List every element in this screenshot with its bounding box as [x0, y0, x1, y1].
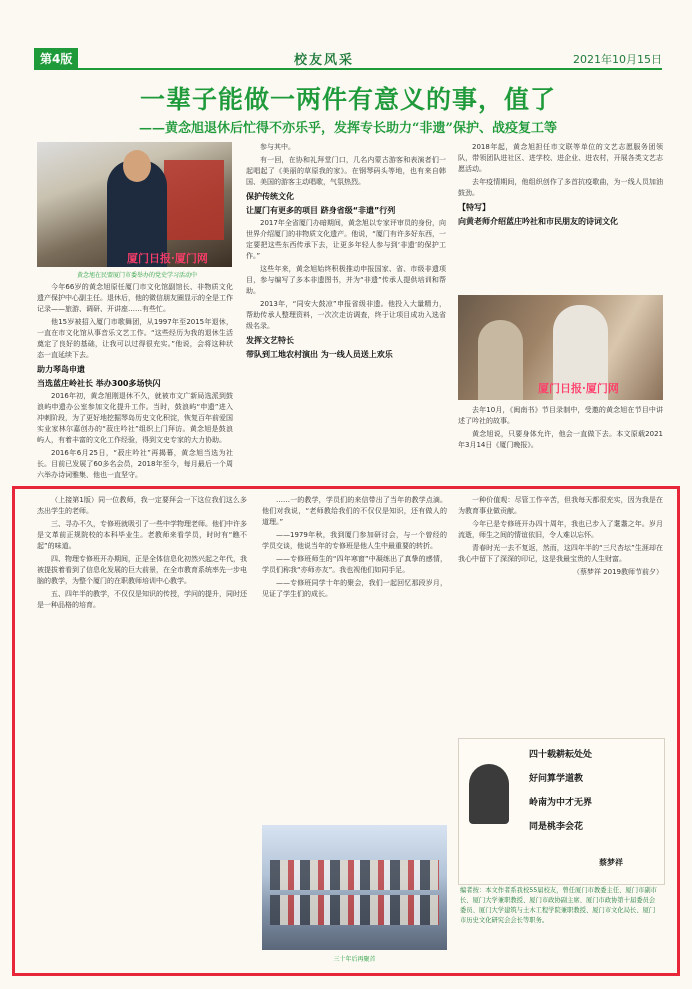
sub-headline: ——黄念旭退休后忙得不亦乐乎，发挥专长助力“非遗”保护、战疫复工等 — [139, 121, 557, 136]
paragraph: 一种价值观：尽管工作辛苦，但我每天都很充实，因为我是在为教育事业做贡献。 — [458, 496, 663, 515]
photo-watermark: 厦门日报·厦门网 — [127, 252, 208, 265]
people-row — [270, 895, 439, 925]
feature-label: 【特写】 — [458, 203, 490, 212]
photo-caption: 三十年后再聚首 — [333, 956, 376, 963]
main-headline: 一辈子能做一两件有意义的事，值了 — [139, 85, 556, 114]
paragraph: （上接第1版）同一位教师，我一定要拜会一下这位我们这么多杰出学生的老师。 — [37, 496, 247, 515]
paragraph: 今年已是专修班开办四十周年，我也已步入了耄耋之年。岁月流逝，师生之间的情谊依旧，令人难以忘怀。 — [458, 520, 663, 539]
page-header — [34, 48, 662, 70]
paragraph: 2018年起，黄念旭担任市文联等单位的文艺志愿服务团领队，带领团队进社区、进学校、进企业、进农村，开展各类文艺志愿活动。 — [458, 143, 663, 173]
paragraph: 三、寻办不久，专修班就吸引了一些中学物理老师。他们中许多是文革前正规院校的本科毕业生。老教师来看学员，时时有“瞧不起”的味道。 — [37, 520, 247, 550]
photo-watermark: 厦门日报·厦门网 — [538, 382, 619, 395]
section-subheading: 带队到工地农村演出 为一线人员送上欢乐 — [246, 350, 393, 359]
article-column-2 — [246, 142, 446, 478]
paragraph: 青春时光一去不复返，然而，这四年半的“三尺杏坛”生涯却在我心中留下了深深的印记，这是我最宝贵的人生财富。 — [458, 544, 663, 563]
paragraph: 有一回，在协和礼拜堂门口，几名内蒙古游客和表演者们一起唱起了《美丽的草原我的家》。在钢琴码头等地，也有来自韩国、美国的游客主动唱歌，气氛热烈。 — [246, 156, 446, 186]
article-column-3b — [458, 405, 663, 480]
paragraph: 2017年全省厦门办暗期间，黄念旭以专家评审员的身份，向世界介绍厦门的非物质文化遗产。他说，“厦门有许多好东西，一定要把这些东西传承下去，让更多年轻人参与到‘非遗’的保护工作。” — [246, 219, 446, 260]
paragraph: 2016年初，黄念旭刚退休不久，就被市文广新局选派到鼓浪屿申遗办公室参加文化提升工作。当时，鼓浪屿“申遗”进入冲刺阶段，为了更好地挖掘琴岛历史文化积淀，恢复百年前爱国实业家林尔嘉创办的“菽庄吟社”组织上门拜访。黄念旭是鼓浪屿人，有着丰富的文化工作经验，得到文史专家的大力协助。 — [37, 392, 233, 444]
feature-title: 向黄老师介绍蓝庄吟社和市民朋友的诗词文化 — [458, 217, 618, 226]
calligraphy-line: 岭南为中才无界 — [529, 798, 593, 808]
section-heading: 助力琴岛申遗 — [37, 365, 85, 374]
article-column-1 — [37, 282, 233, 478]
paragraph: 今年66岁的黄念旭原任厦门市文化馆副馆长、非物质文化遗产保护中心副主任。退休后，他的微信朋友圈显示的全是工作记录——旅游、调研、开讲座……有些忙。 — [37, 283, 233, 313]
edition-label: 第4版 — [34, 48, 78, 69]
paragraph: 他15岁被招入厦门市歌舞团，从1997年至2015年退休，一直在市文化馆从事音乐文艺工作。“这些经历为我的退休生活奠定了良好的基础，让我可以过得很充实。”他说，会将这种状态一直延续下去。 — [37, 318, 233, 359]
calligraphy-signature: 蔡梦祥 — [599, 857, 623, 867]
issue-date: 2021年10月15日 — [573, 53, 662, 66]
section-subheading: 让厦门有更多的项目 跻身省级“非遗”行列 — [246, 206, 396, 215]
bottom-column-1 — [37, 495, 247, 965]
article-column-3 — [458, 142, 663, 292]
bottom-column-2 — [262, 495, 447, 820]
woman-figure — [478, 320, 523, 400]
paragraph: 2016年6月25日，“菽庄吟社”再揭幕，黄念旭当选为社长。目前已发展了60多名会员，2018年至今，每月最后一个周六举办诗词雅集，他也一直坚守。 — [37, 449, 233, 478]
portrait-figure — [469, 764, 509, 824]
section-heading: 发挥文艺特长 — [246, 336, 294, 345]
group-photo — [262, 825, 447, 950]
paragraph: ——专修班同学十年的聚会，我们一起回忆那段岁月，见证了学生们的成长。 — [262, 579, 447, 598]
paragraph: 去年10月，《闽南书》节目录制中，受邀的黄念旭在节目中讲述了吟社的故事。 — [458, 406, 663, 425]
calligraphy-line: 四十载耕耘处处 — [529, 750, 593, 760]
paragraph: ——专修班师生的“四年寒窗”中凝练出了真挚的感情，学员们称我“亦师亦友”。我也视他们如同手足。 — [262, 555, 447, 574]
paragraph: 五、四年半的教学，不仅仅是知识的传授，学问的提升，同时还是一种品格的培育。 — [37, 590, 247, 609]
section-title: 校友风采 — [294, 53, 355, 68]
paragraph: 黄念旭说，只要身体允许，他会一直做下去。本文原载2021年3月14日《厦门晚报》。 — [458, 430, 663, 449]
paragraph: 去年疫情期间，他组织创作了多首抗疫歌曲，为一线人员加油鼓劲。 — [458, 178, 663, 197]
photo-caption: 黄念旭在民盟厦门市委举办的党史学习活动中 — [76, 272, 197, 279]
poetry-photo — [458, 295, 663, 400]
calligraphy-line: 好问算学道教 — [529, 774, 584, 784]
lecture-photo — [37, 142, 232, 267]
paragraph: 这些年来，黄念旭始终积极推动申报国家、省、市级非遗项目，参与编写了多本非遗图书，并为“非遗”传承人提供培训和帮助。 — [246, 265, 446, 295]
paragraph: ——1979年秋，我到厦门参加研讨会，与一个曾经的学员交谈，他说当年的专修班是他人生中最重要的转折。 — [262, 531, 447, 550]
speaker-head — [123, 150, 151, 182]
paragraph: ……一的教学，学员们的来信带出了当年的教学点滴。他们对我说，“老师教给我们的不仅仅是知识，还有做人的道理。” — [262, 496, 447, 526]
editor-note: 编者按：本文作者系我校55届校友，曾任厦门市教委主任、厦门市副市长、厦门大学兼职教授、厦门市政协副主席、厦门市政协第十届委员会委员、厦门大学建筑与土木工程学院兼职教授、厦门市文化局长、厦门市历史文化研究会会长等职务。 — [460, 887, 657, 924]
people-row — [270, 860, 439, 890]
paragraph: 2013年，“同安大鼓凉”申报省级非遗。他投入大量精力，帮助传承人整理资料，一次次走访调查，终于让项目成功入选省级名录。 — [246, 300, 446, 330]
calligraphy-line: 同是桃李会花 — [529, 822, 584, 832]
section-heading: 保护传统文化 — [246, 192, 294, 201]
paragraph: 参与其中。 — [260, 143, 295, 151]
photo-background-banner — [164, 160, 224, 240]
bottom-column-3 — [458, 495, 663, 735]
author-signoff: （蔡梦祥 2019教师节前夕） — [572, 568, 663, 576]
section-subheading: 当选蓝庄岭社长 举办300多场快闪 — [37, 379, 161, 388]
paragraph: 四、物理专修班开办期间，正是全体信息化初然兴起之年代，我被提拔着看到了信息化发展的巨大前景，在全市教育系统率先一步电脑的教学，为整个厦门的在职教师培训中心教学。 — [37, 555, 247, 585]
calligraphy-image — [458, 738, 665, 885]
